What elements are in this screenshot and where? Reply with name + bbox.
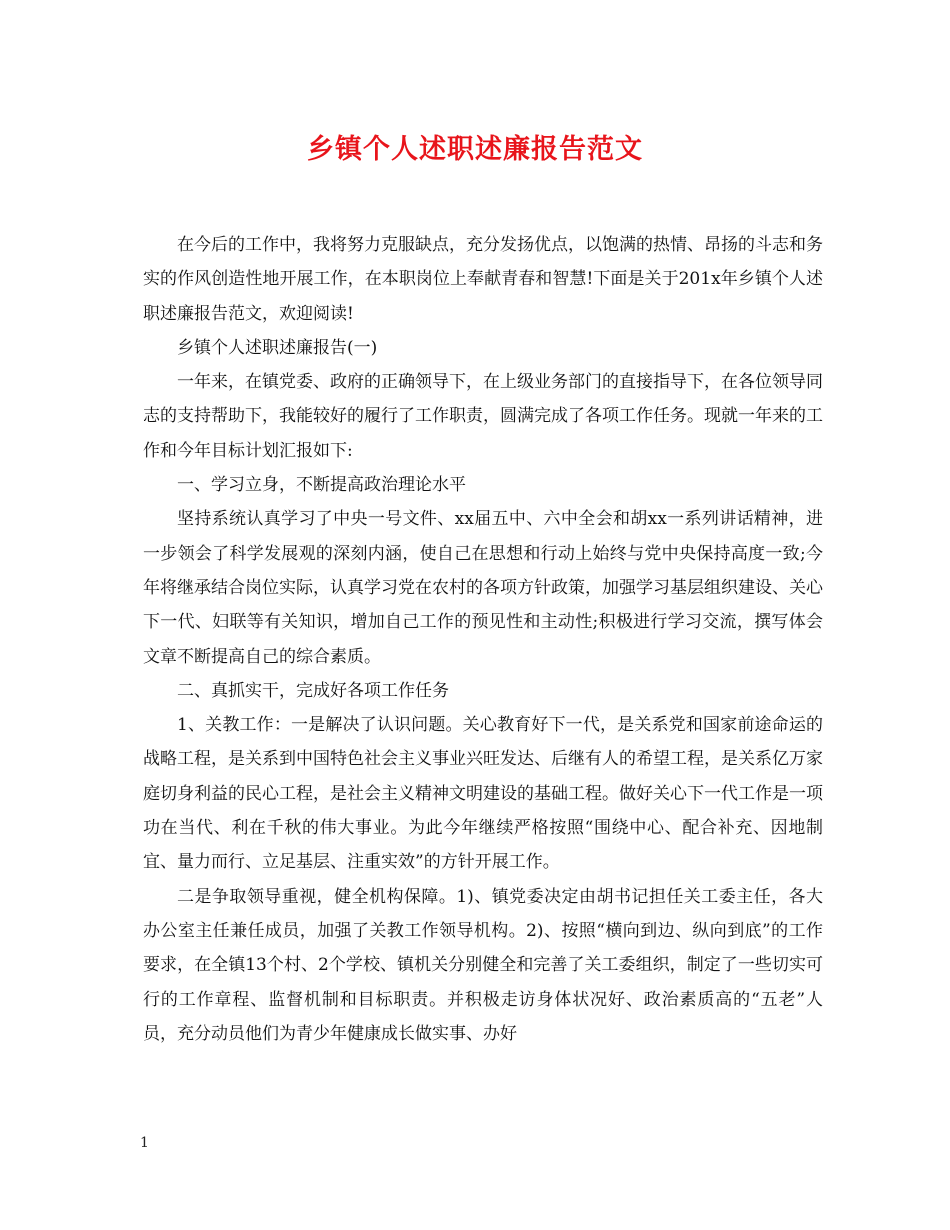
paragraph-leadership: 二是争取领导重视，健全机构保障。1)、镇党委决定由胡书记担任关工委主任，各大办公室主任兼任成员，加强了关教工作领导机构。2)、按照“横向到边、纵向到底”的工作要求，在全镇13个村、2个学校、镇机关分别健全和完善了关工委组织，制定了一些切实可行的工作章程、监督机制和目标职责。并积极走访身体状况好、政治素质高的“五老”人员，充分动员他们为青少年健康成长做实事、办好: [143, 886, 823, 1044]
paragraph-intro: 在今后的工作中，我将努力克服缺点，充分发扬优点，以饱满的热情、昂扬的斗志和务实的作风创造性地开展工作，在本职岗位上奉献青春和智慧!下面是关于201x年乡镇个人述职述廉报告范文，欢迎阅读!: [143, 235, 823, 324]
paragraph-overview: 一年来，在镇党委、政府的正确领导下，在上级业务部门的直接指导下，在各位领导同志的支持帮助下，我能较好的履行了工作职责，圆满完成了各项工作任务。现就一年来的工作和今年目标计划汇报如下:: [143, 372, 823, 461]
document-title: 乡镇个人述职述廉报告范文: [307, 134, 643, 165]
document-body: [143, 228, 823, 1051]
page-number: 1: [140, 1135, 149, 1151]
paragraph-education-work: 1、关教工作：一是解决了认识问题。关心教育好下一代，是关系党和国家前途命运的战略工程，是关系到中国特色社会主义事业兴旺发达、后继有人的希望工程，是关系亿万家庭切身利益的民心工程，是社会主义精神文明建设的基础工程。做好关心下一代工作是一项功在当代、利在千秋的伟大事业。为此今年继续严格按照“围绕中心、配合补充、因地制宜、量力而行、立足基层、注重实效”的方针开展工作。: [143, 715, 823, 873]
section-heading-study: 一、学习立身，不断提高政治理论水平: [177, 475, 466, 496]
paragraph-study: 坚持系统认真学习了中央一号文件、xx届五中、六中全会和胡xx一系列讲话精神，进一步领会了科学发展观的深刻内涵，使自己在思想和行动上始终与党中央保持高度一致;今年将继承结合岗位实际，认真学习党在农村的各项方针政策，加强学习基层组织建设、关心下一代、妇联等有关知识，增加自己工作的预见性和主动性;积极进行学习交流，撰写体会文章不断提高自己的综合素质。: [143, 509, 823, 667]
section-heading-work: 二、真抓实干，完成好各项工作任务: [177, 680, 449, 701]
section-heading-report-one: 乡镇个人述职述廉报告(一): [177, 337, 378, 358]
